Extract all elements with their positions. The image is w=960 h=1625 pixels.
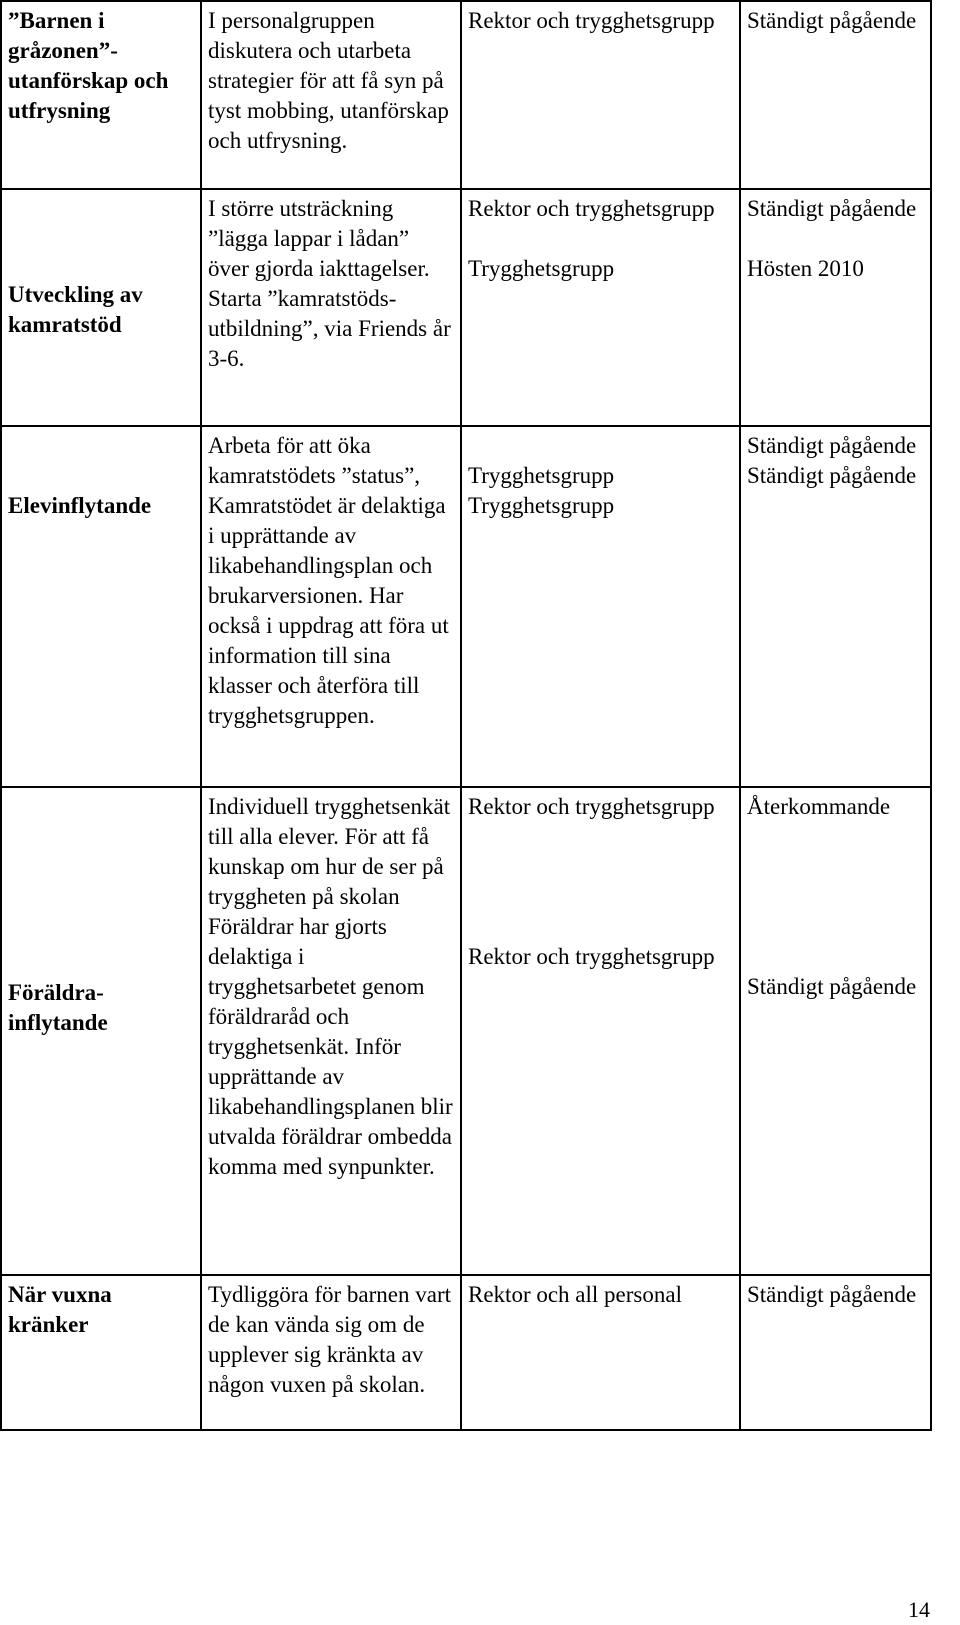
area-label: ”Barnen i gråzonen”- utanförskap och utfrysning — [8, 8, 169, 123]
action-text: Starta ”kamratstöds-utbildning”, via Friends år 3-6. — [208, 286, 451, 371]
area-cell — [1, 189, 201, 426]
table-row — [1, 1, 931, 189]
responsible-cell — [461, 189, 740, 426]
responsible-cell — [461, 426, 740, 787]
when-cell — [740, 426, 931, 787]
area-label: När vuxna kränker — [8, 1282, 112, 1337]
when-cell — [740, 189, 931, 426]
area-cell — [1, 787, 201, 1275]
when-text: Ständigt pågående — [747, 8, 917, 33]
responsible-cell — [461, 787, 740, 1275]
action-text: I större utsträckning ”lägga lappar i lådan” över gjorda iakttagelser. — [208, 196, 430, 281]
when-text: Ständigt pågående — [747, 196, 917, 221]
when-text: Ständigt pågående — [747, 463, 917, 488]
responsible-cell — [461, 1, 740, 189]
action-text: I personalgruppen diskutera och utarbeta strategier för att få syn på tyst mobbing, utanförskap och utfrysning. — [208, 8, 449, 153]
responsible-text: Rektor och trygghetsgrupp — [468, 944, 715, 969]
responsible-text: Trygghetsgrupp — [468, 493, 615, 518]
page-number: 14 — [908, 1597, 930, 1622]
when-text: Ständigt pågående — [747, 1282, 917, 1307]
when-text: Ständigt pågående — [747, 974, 917, 999]
action-cell — [201, 787, 461, 1275]
responsible-cell — [461, 1275, 740, 1430]
action-cell — [201, 1, 461, 189]
area-cell — [1, 1, 201, 189]
area-cell — [1, 426, 201, 787]
action-cell — [201, 1275, 461, 1430]
responsible-text: Rektor och all personal — [468, 1282, 682, 1307]
when-text: Ständigt pågående — [747, 433, 917, 458]
action-cell — [201, 189, 461, 426]
action-text: Individuell trygghetsenkät till alla elever. För att få kunskap om hur de ser på tryggheten på skolan — [208, 794, 451, 909]
area-label: Utveckling av kamratstöd — [8, 281, 143, 337]
area-label: Elevinflytande — [8, 493, 152, 518]
responsible-text: Rektor och trygghetsgrupp — [468, 8, 715, 33]
responsible-text: Trygghetsgrupp — [468, 463, 615, 488]
when-cell — [740, 1275, 931, 1430]
action-text: Arbeta för att öka kamratstödets ”status”, — [208, 433, 421, 488]
area-label: Föräldra-inflytande — [8, 980, 108, 1035]
when-cell — [740, 787, 931, 1275]
responsible-text: Rektor och trygghetsgrupp — [468, 196, 715, 221]
action-cell — [201, 426, 461, 787]
action-text: Föräldrar har gjorts delaktiga i trygghetsarbetet genom föräldraråd och trygghetsenkät. Inför upprättande av likabehandlingsplanen blir utvalda föräldrar ombedda komma med synpunkter. — [208, 914, 453, 1179]
when-cell — [740, 1, 931, 189]
when-text: Hösten 2010 — [747, 256, 864, 281]
responsible-text: Rektor och trygghetsgrupp — [468, 794, 715, 819]
action-text: Tydliggöra för barnen vart de kan vända sig om de upplever sig kränkta av någon vuxen på skolan. — [208, 1282, 451, 1397]
table-row — [1, 787, 931, 1275]
area-cell — [1, 1275, 201, 1430]
when-text: Återkommande — [747, 794, 891, 819]
table-row — [1, 189, 931, 426]
responsible-text: Trygghetsgrupp — [468, 256, 615, 281]
table-row — [1, 1275, 931, 1430]
table-row — [1, 426, 931, 787]
action-text: Kamratstödet är delaktiga i upprättande av likabehandlingsplan och brukarversionen. Har också i uppdrag att föra ut information till sina klasser och återföra till trygghetsgruppen. — [208, 493, 449, 728]
